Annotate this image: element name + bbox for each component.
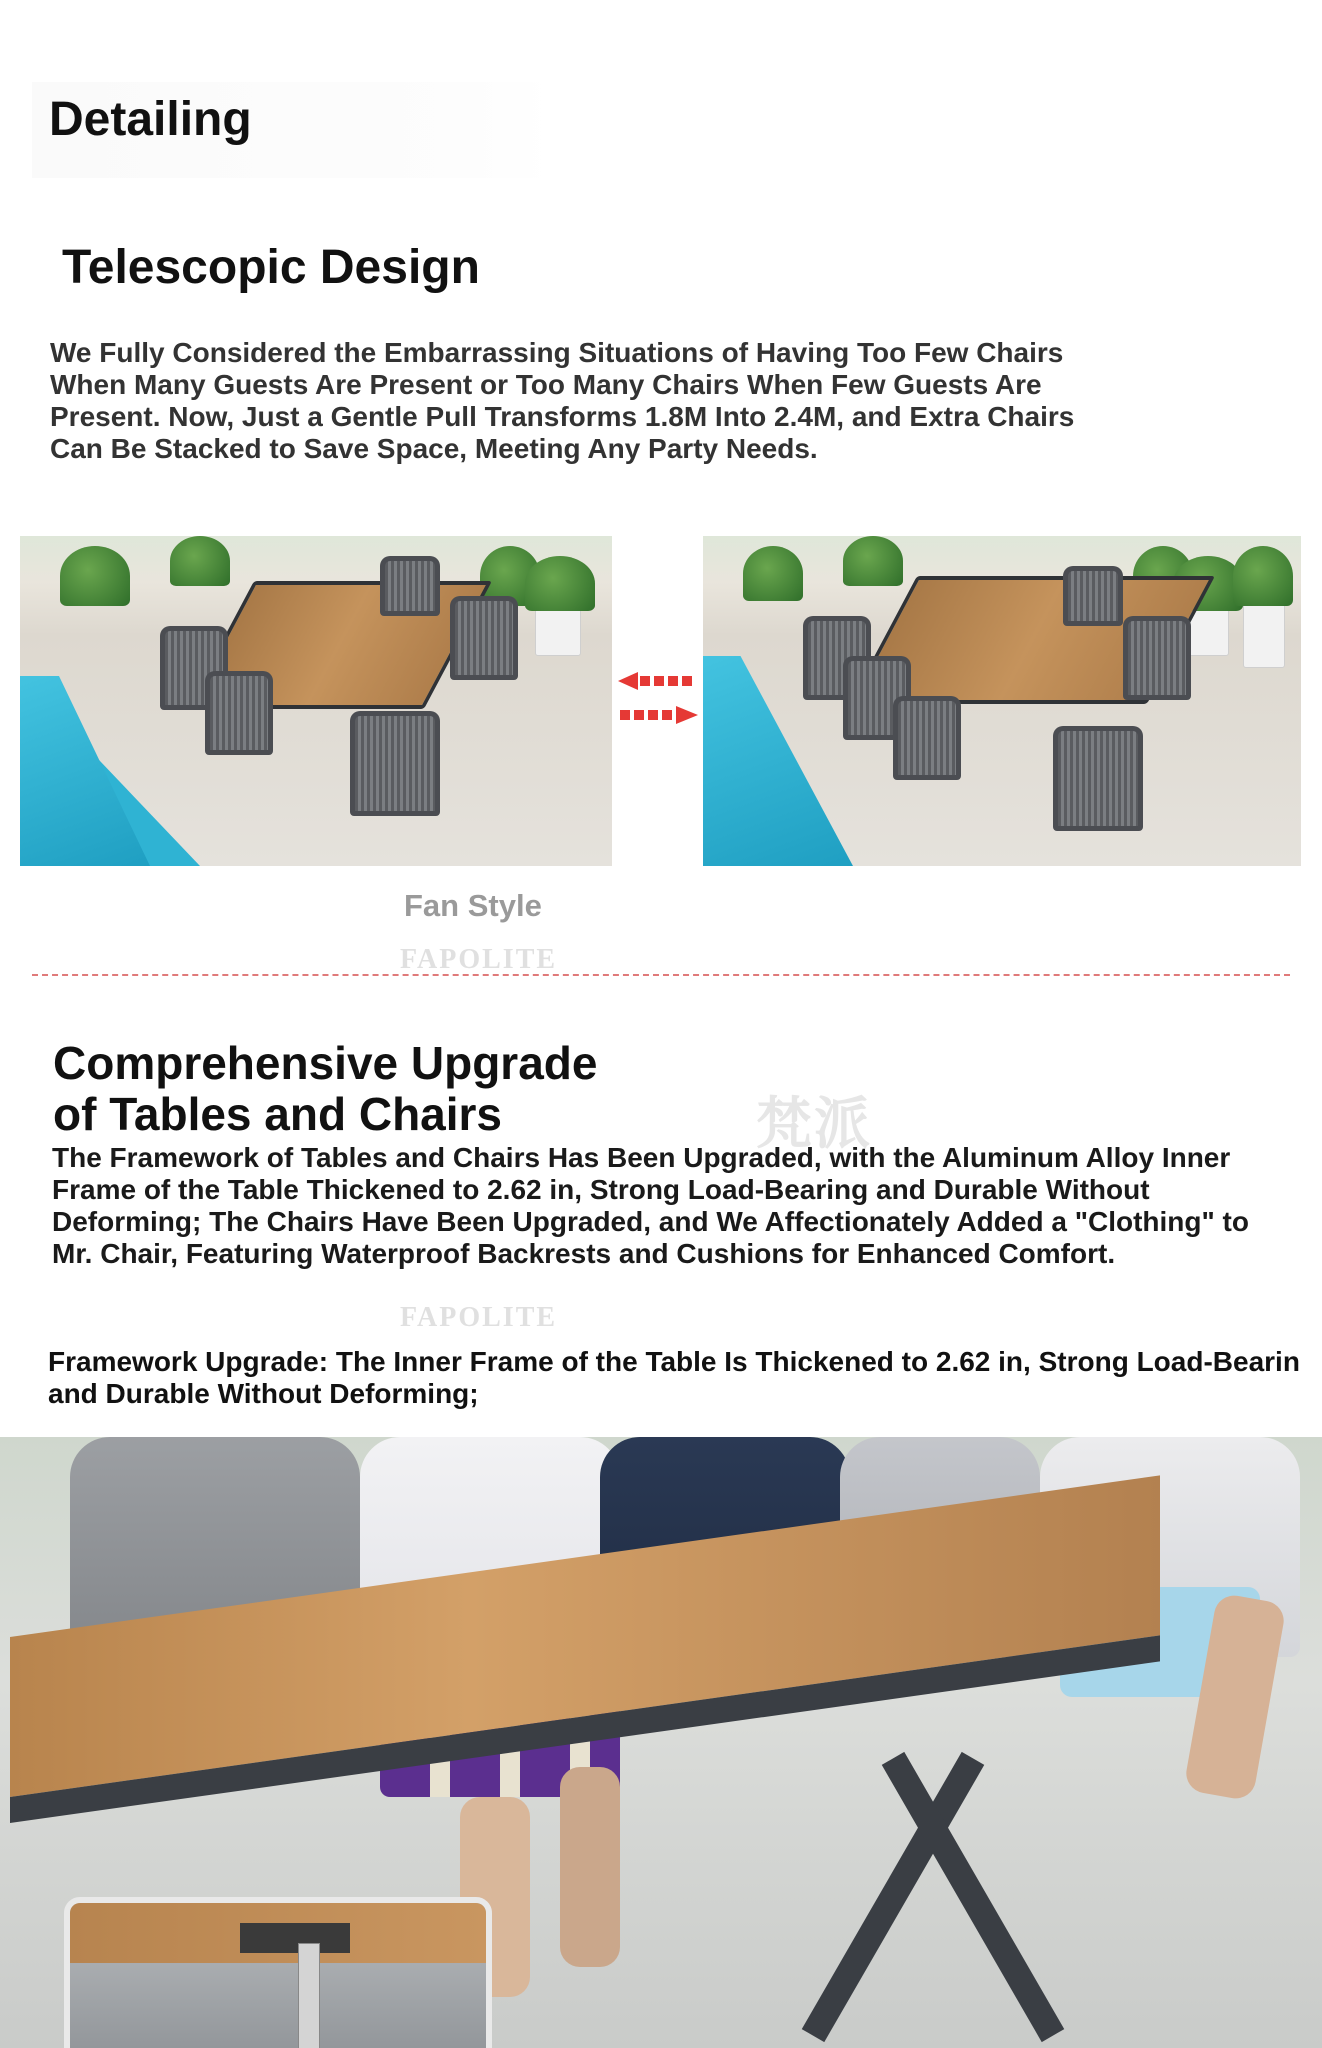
extend-arrow-icon <box>618 706 698 724</box>
framework-upgrade-text <box>48 1346 1322 1410</box>
brand-watermark-cjk: 梵派 <box>756 1094 872 1156</box>
telescopic-design-title: Telescopic Design <box>62 241 480 294</box>
comprehensive-upgrade-title-line2: of Tables and Chairs <box>53 1088 503 1140</box>
framework-upgrade-line1: Framework Upgrade: The Inner Frame of the Table Is Thickened to 2.62 in, Strong Load-Bearin <box>48 1346 1300 1377</box>
comprehensive-upgrade-title <box>53 1038 753 1140</box>
brand-watermark-2: FAPOLITE <box>400 1302 558 1333</box>
section-divider <box>32 974 1290 976</box>
telescopic-design-description: We Fully Considered the Embarrassing Situations of Having Too Few Chairs When Many Guests Are Present or Too Many Chairs When Few Guests Are Present. Now, Just a Gentle Pull Transforms 1.8M Into 2.4M, and Extra Chairs Can Be Stacked to Save Space, Meeting Any Party Needs. <box>50 337 1075 464</box>
comprehensive-upgrade-title-line1: Comprehensive Upgrade <box>53 1037 598 1089</box>
brand-caption: Fan Style <box>404 888 542 923</box>
dining-set-short-image <box>20 536 612 866</box>
comprehensive-upgrade-description: The Framework of Tables and Chairs Has Been Upgraded, with the Aluminum Alloy Inner Frame of the Table Thickened to 2.62 in, Strong Load-Bearing and Durable Without Deforming; The Chairs Have Been Upgraded, and We Affectionately Added a "Clothing" to Mr. Chair, Featuring Waterproof Backrests and Cushions for Enhanced Comfort. <box>52 1142 1249 1269</box>
frame-thickness-inset-image <box>64 1897 492 2048</box>
dining-set-extended-image <box>703 536 1301 866</box>
section-heading-detailing: Detailing <box>32 82 552 178</box>
load-bearing-demo-image <box>0 1437 1322 2048</box>
framework-upgrade-line2: and Durable Without Deforming; <box>48 1378 479 1409</box>
brand-watermark: FAPOLITE <box>400 944 558 975</box>
retract-arrow-icon <box>618 672 698 690</box>
